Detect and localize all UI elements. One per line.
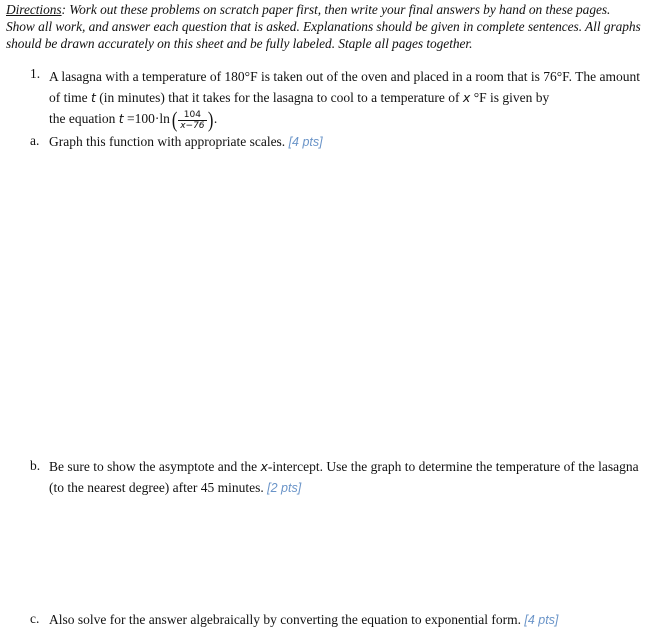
part-c-text [49, 609, 644, 631]
part-b-question: -intercept. Use the graph to determine the temperature of the lasagna (to the nearest degree) after 45 minutes. [49, 459, 639, 495]
question-1-text-part: °F is given by [470, 90, 550, 105]
open-paren: ( [171, 107, 178, 132]
variable-t: t [91, 90, 96, 105]
variable-x: x [462, 90, 471, 105]
part-b-question: Be sure to show the asymptote and the [49, 459, 261, 474]
equation-fraction [178, 110, 206, 131]
equation-line [49, 109, 217, 131]
close-paren: ) [207, 107, 213, 132]
part-a-points: [4 pts] [288, 135, 323, 149]
part-a-text [49, 131, 641, 153]
part-b-label: b. [30, 458, 41, 473]
fraction-numerator: 104 [178, 110, 206, 121]
question-1-number: 1. [30, 66, 41, 81]
part-b-points: [2 pts] [267, 481, 302, 495]
directions-paragraph [6, 1, 642, 52]
equation-ln: =100·ln [123, 111, 170, 127]
variable-x: x [260, 459, 268, 474]
part-c-question: Also solve for the answer algebraically by converting the equation to exponential form. [49, 612, 525, 627]
part-a-label: a. [30, 133, 40, 148]
directions-text: : Work out these problems on scratch paper first, then write your final answers by hand on these pages. Show all work, and answer each question that is asked. Explanations should be given in complete sentences. All graphs should be drawn accurately on this sheet and be fully labeled. Staple all pages together. [6, 2, 641, 51]
question-1-text [49, 66, 641, 108]
part-c-points: [4 pts] [524, 613, 559, 627]
fraction-denominator: x−76 [180, 120, 205, 131]
part-b-text [49, 456, 644, 499]
question-1-text-part: (in minutes) that it takes for the lasagna to cool to a temperature of [95, 90, 463, 105]
equation-variable-t: t [118, 111, 124, 127]
part-a-question: Graph this function with appropriate scales. [49, 134, 289, 149]
directions-label: Directions [6, 2, 62, 17]
equation-fraction-group [171, 109, 214, 131]
question-1-text-part: A lasagna with a temperature of 180°F is taken out of the oven and placed in a room that is 76°F. The amount of time [49, 69, 640, 105]
equation-prefix: the equation [49, 111, 119, 127]
equation-suffix: . [213, 111, 218, 127]
part-c-label: c. [30, 611, 40, 626]
